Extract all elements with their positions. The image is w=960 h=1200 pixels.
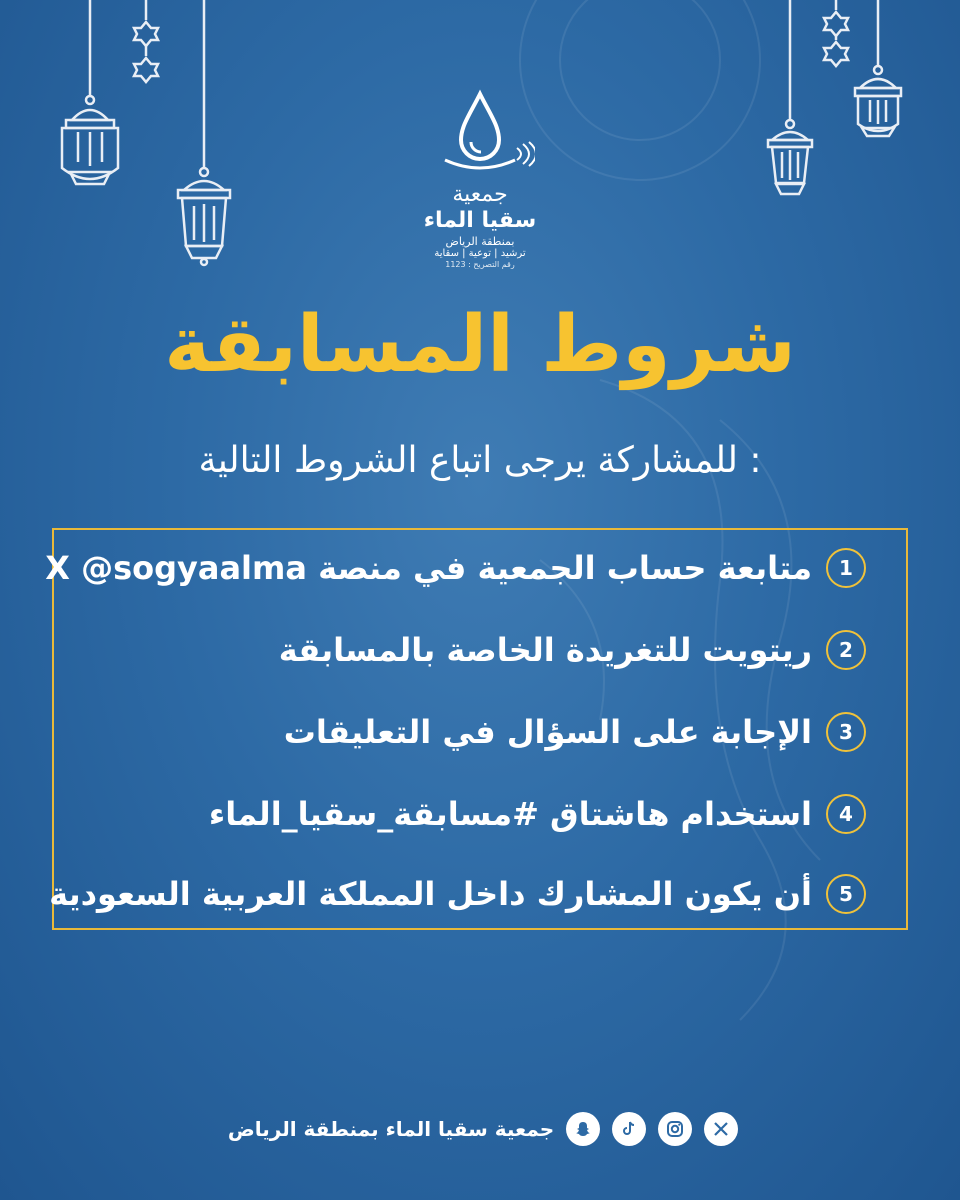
water-drop-icon bbox=[425, 88, 535, 178]
x-icon[interactable] bbox=[704, 1112, 738, 1146]
condition-item bbox=[45, 540, 866, 596]
snapchat-icon[interactable] bbox=[566, 1112, 600, 1146]
logo-line-1: جمعية bbox=[452, 182, 508, 207]
condition-number: 5 bbox=[826, 874, 866, 914]
condition-text: متابعة حساب الجمعية في منصة X @sogyaalma bbox=[45, 549, 812, 587]
condition-number: 1 bbox=[826, 548, 866, 588]
condition-text: استخدام هاشتاق #مسابقة_سقيا_الماء bbox=[208, 795, 812, 833]
condition-text: أن يكون المشارك داخل المملكة العربية السعودية bbox=[49, 875, 812, 913]
organization-logo bbox=[380, 88, 580, 270]
conditions-box bbox=[45, 528, 908, 930]
logo-line-2: سقيا الماء bbox=[423, 208, 537, 234]
logo-line-5: رقم التصريح : 1123 bbox=[445, 259, 515, 269]
condition-number: 3 bbox=[826, 712, 866, 752]
condition-item bbox=[76, 786, 866, 842]
footer bbox=[0, 1107, 960, 1151]
condition-number: 2 bbox=[826, 630, 866, 670]
condition-text: الإجابة على السؤال في التعليقات bbox=[283, 713, 812, 751]
page-title: شروط المسابقة bbox=[164, 300, 796, 390]
logo-line-3: بمنطقة الرياض bbox=[445, 234, 515, 248]
footer-org-name: جمعية سقيا الماء بمنطقة الرياض bbox=[227, 1117, 555, 1141]
logo-line-4: ترشيد | توعية | سقاية bbox=[434, 247, 526, 259]
condition-text: ريتويت للتغريدة الخاصة بالمسابقة bbox=[278, 631, 812, 669]
condition-number: 4 bbox=[826, 794, 866, 834]
page-subtitle: للمشاركة يرجى اتباع الشروط التالية : bbox=[198, 440, 762, 481]
condition-item bbox=[76, 622, 866, 678]
instagram-icon[interactable] bbox=[658, 1112, 692, 1146]
condition-item bbox=[49, 866, 866, 922]
tiktok-icon[interactable] bbox=[612, 1112, 646, 1146]
condition-item bbox=[76, 704, 866, 760]
